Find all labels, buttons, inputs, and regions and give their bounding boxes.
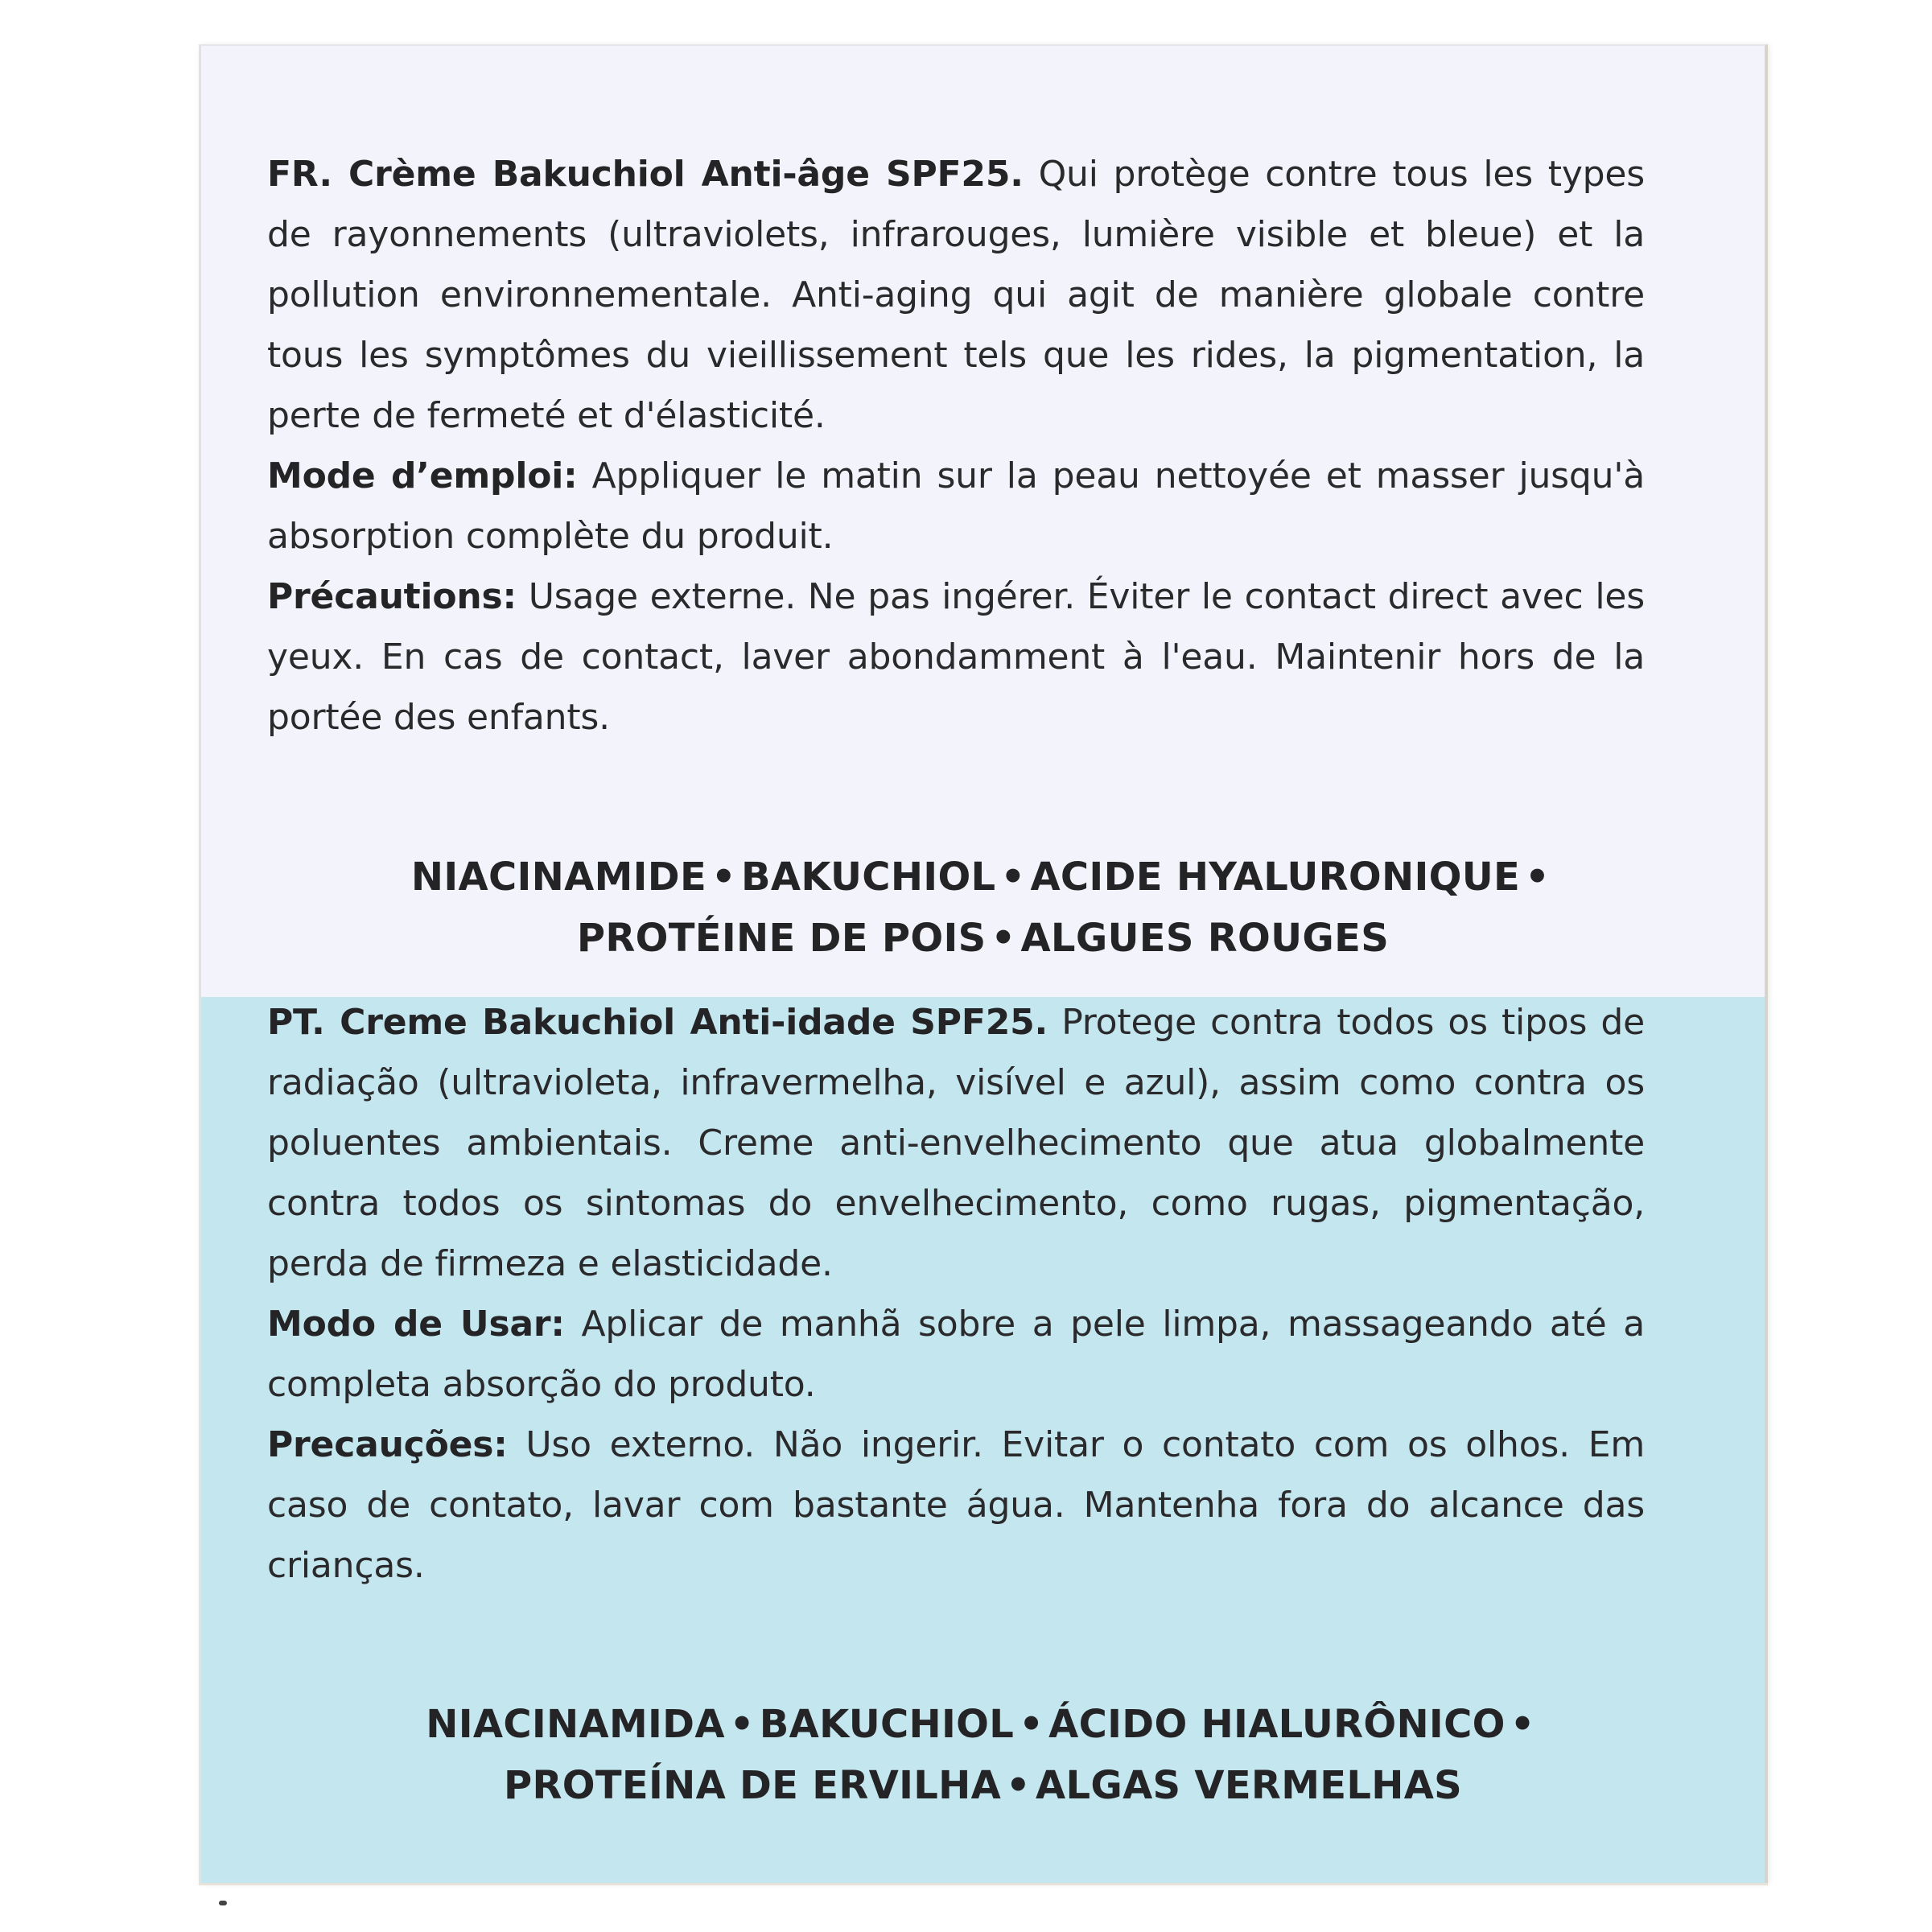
ingredient: BAKUCHIOL: [759, 1702, 1015, 1747]
box-bottom-edge: [199, 1883, 1768, 1885]
ingredient: PROTÉINE DE POIS: [576, 916, 987, 961]
portuguese-ingredients-line-2: [201, 1755, 1765, 1816]
french-ingredients-line-2: [201, 908, 1765, 969]
ingredient: ACIDE HYALURONIQUE: [1030, 855, 1521, 900]
ingredient: NIACINAMIDE: [410, 855, 707, 900]
separator: •: [1000, 855, 1026, 900]
separator: •: [1006, 1763, 1032, 1808]
portuguese-intro-title: PT. Creme Bakuchiol Anti-idade SPF25.: [267, 1002, 1048, 1043]
portuguese-intro: [267, 992, 1645, 1294]
portuguese-precautions-text: Uso externo. Não ingerir. Evitar o contato com os olhos. Em caso de contato, lavar com bastante água. Mantenha fora do alcance das crianças.: [267, 1424, 1645, 1586]
separator: •: [729, 1702, 755, 1747]
ingredient: ALGUES ROUGES: [1020, 916, 1390, 961]
french-ingredients: [201, 847, 1765, 969]
french-panel: [201, 46, 1765, 997]
ingredient: NIACINAMIDA: [426, 1702, 725, 1747]
separator: •: [1019, 1702, 1044, 1747]
portuguese-ingredients: [201, 1694, 1765, 1816]
ingredient: ALGAS VERMELHAS: [1036, 1763, 1463, 1808]
ingredient: ÁCIDO HIALURÔNICO: [1048, 1702, 1506, 1747]
product-box-panel: [199, 44, 1768, 1885]
portuguese-usage: [267, 1294, 1645, 1415]
french-description: [267, 144, 1645, 748]
portuguese-precautions: [267, 1415, 1645, 1596]
separator: •: [1510, 1702, 1535, 1747]
portuguese-ingredients-line-1: [201, 1694, 1765, 1755]
french-precautions-text: Usage externe. Ne pas ingérer. Éviter le contact direct avec les yeux. En cas de contact, laver abondamment à l'eau. Maintenir hors de la portée des enfants.: [267, 576, 1645, 738]
separator: •: [711, 855, 737, 900]
french-precautions-title: Précautions:: [267, 576, 517, 617]
separator: •: [1525, 855, 1551, 900]
separator: •: [991, 916, 1016, 961]
portuguese-description: [267, 992, 1645, 1596]
french-intro-title: FR. Crème Bakuchiol Anti-âge SPF25.: [267, 154, 1024, 195]
french-intro-text: Qui protège contre tous les types de rayonnements (ultraviolets, infrarouges, lumière visible et bleue) et la pollution environnementale. Anti-aging qui agit de manière globale contre tous les symptômes du vieillissement tels que les rides, la pigmentation, la perte de fermeté et d'élasticité.: [267, 154, 1645, 436]
french-precautions: [267, 566, 1645, 748]
dust-speck: [219, 1901, 227, 1905]
french-intro: [267, 144, 1645, 446]
french-usage-text: Appliquer le matin sur la peau nettoyée et masser jusqu'à absorption complète du produit.: [267, 455, 1645, 557]
ingredient: PROTEÍNA DE ERVILHA: [503, 1763, 1002, 1808]
french-usage-title: Mode d’emploi:: [267, 455, 578, 496]
portuguese-usage-title: Modo de Usar:: [267, 1304, 565, 1345]
french-ingredients-line-1: [201, 847, 1765, 908]
portuguese-precautions-title: Precauções:: [267, 1424, 508, 1465]
ingredient: BAKUCHIOL: [741, 855, 996, 900]
french-usage: [267, 446, 1645, 566]
portuguese-usage-text: Aplicar de manhã sobre a pele limpa, massageando até a completa absorção do produto.: [267, 1304, 1645, 1405]
portuguese-intro-text: Protege contra todos os tipos de radiação (ultravioleta, infravermelha, visível e azul), assim como contra os poluentes ambientais. Creme anti-envelhecimento que atua globalmente contra todos os sintomas do envelhecimento, como rugas, pigmentação, perda de firmeza e elasticidade.: [267, 1002, 1645, 1284]
